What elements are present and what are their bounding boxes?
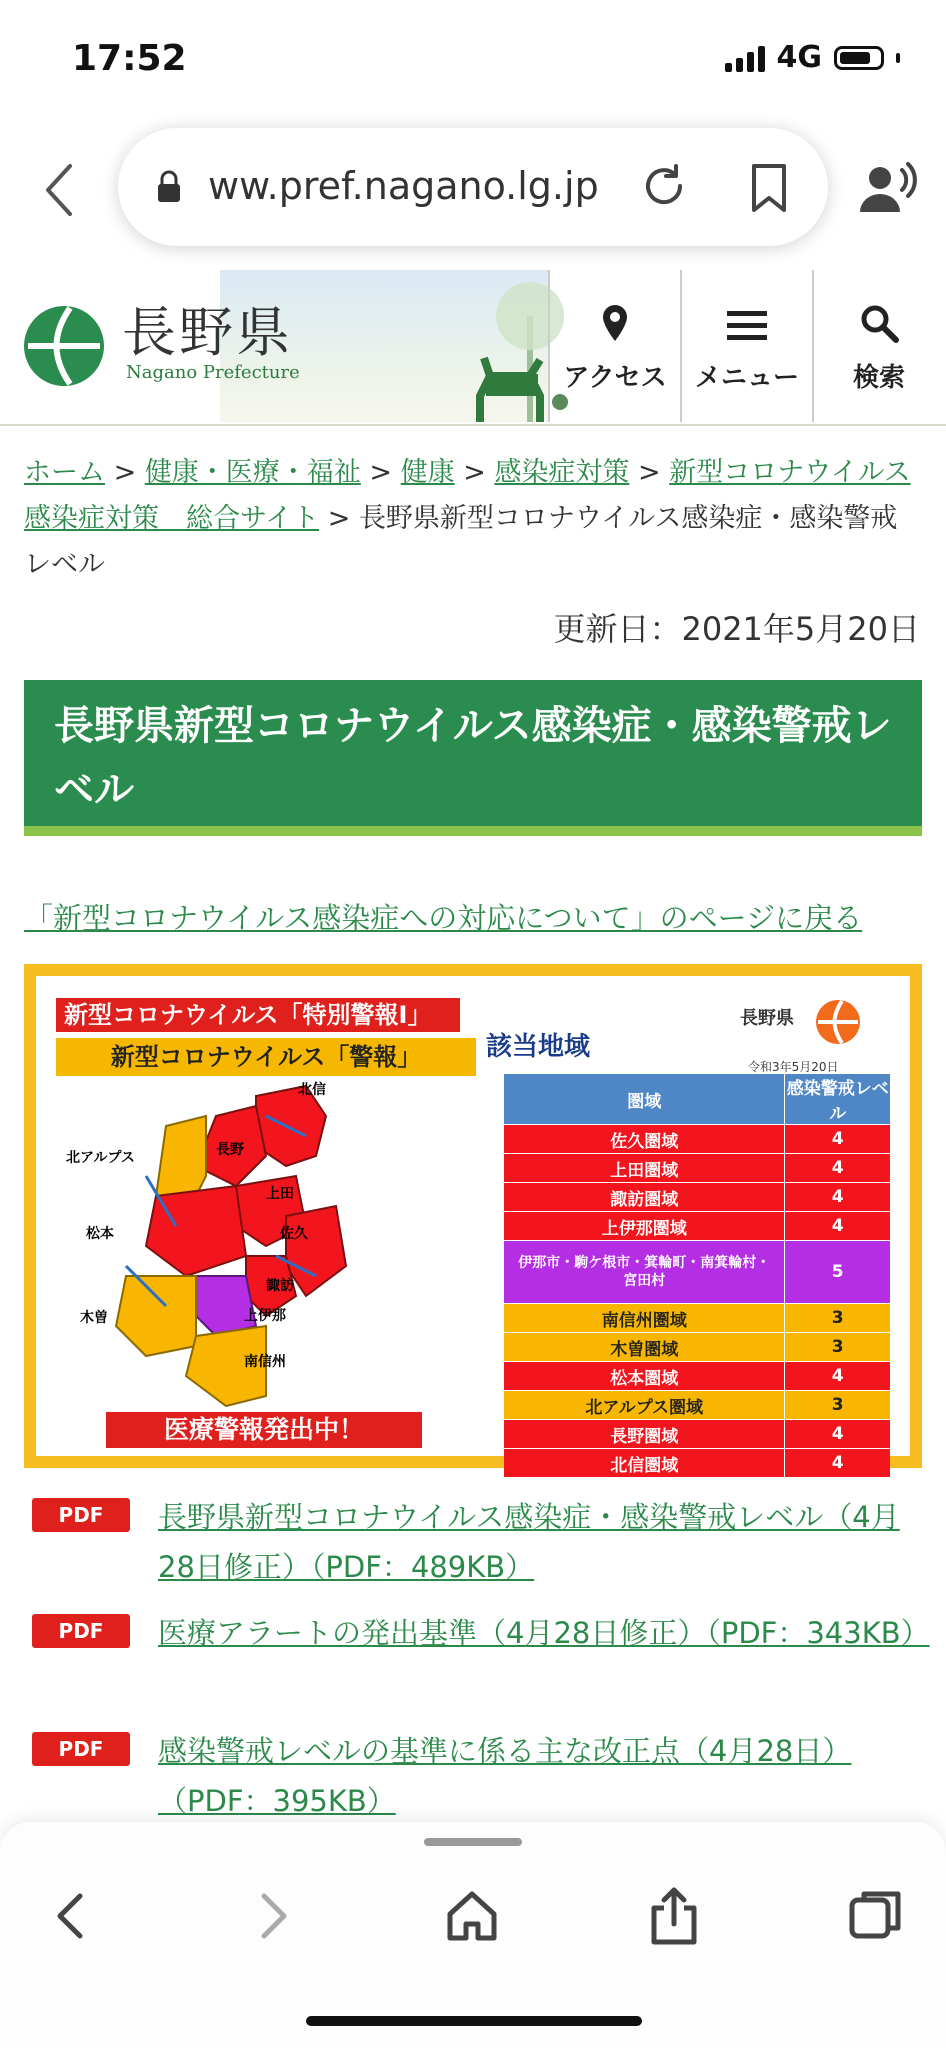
region-cell: 上伊那圏域 — [504, 1212, 785, 1241]
table-row — [504, 1304, 890, 1333]
search-button[interactable] — [812, 270, 944, 422]
table-row — [504, 1125, 890, 1154]
area-title: 該当地域 — [486, 1032, 591, 1062]
map-label-saku: 佐久 — [280, 1226, 308, 1242]
breadcrumb-separator: > — [113, 457, 137, 488]
browser-toolbar — [0, 1822, 946, 2048]
alert-level-infographic[interactable] — [24, 964, 922, 1476]
level-cell: 4 — [785, 1362, 890, 1391]
pref-date: 令和3年5月20日 — [748, 1060, 839, 1074]
access-label: アクセス — [563, 363, 667, 393]
location-pin-icon — [600, 303, 630, 343]
status-indicators — [725, 40, 901, 75]
map-label-ueda: 上田 — [266, 1186, 294, 1202]
map-label-minami-shinshu: 南信州 — [244, 1354, 286, 1370]
region-cell: 佐久圏域 — [504, 1125, 785, 1154]
breadcrumb-covid-site[interactable]: 新型コロナウイルス感染症対策 総合サイト — [24, 457, 911, 534]
logo-text-en: Nagano Prefecture — [126, 362, 300, 383]
breadcrumb-separator: > — [638, 457, 661, 488]
alert-level-table — [504, 1074, 890, 1478]
updated-date: 更新日：2021年5月20日 — [553, 610, 920, 648]
level-cell: 4 — [785, 1420, 890, 1449]
battery-tip — [896, 53, 900, 63]
breadcrumb-current: 長野県新型コロナウイルス感染症・感染警戒レベル — [24, 503, 898, 580]
prefecture-logo-icon[interactable] — [22, 304, 106, 388]
url-text[interactable]: ww.pref.nagano.lg.jp — [208, 164, 599, 208]
region-cell: 諏訪圏域 — [504, 1183, 785, 1212]
table-header-level: 感染警戒レベル — [785, 1074, 890, 1125]
breadcrumb-separator: > — [327, 503, 351, 534]
table-row — [504, 1449, 890, 1478]
hamburger-menu-icon — [727, 309, 767, 343]
breadcrumb-separator: > — [463, 457, 486, 488]
logo-text-jp[interactable]: 長野県 — [122, 301, 293, 364]
breadcrumb — [24, 450, 924, 588]
map-label-kita-alps: 北アルプス — [66, 1150, 135, 1166]
special-alert-label: 新型コロナウイルス「特別警報Ⅰ」 — [56, 998, 460, 1032]
pdf-link-revision-points[interactable]: 感染警戒レベルの基準に係る主な改正点（4月28日）（PDF：395KB） — [158, 1734, 852, 1818]
page-title: 長野県新型コロナウイルス感染症・感染警戒レベル — [54, 703, 892, 813]
map-label-suwa: 諏訪 — [266, 1278, 294, 1294]
alert-label: 新型コロナウイルス「警報」 — [56, 1038, 476, 1076]
share-icon[interactable] — [646, 1886, 702, 1946]
region-cell: 北信圏域 — [504, 1449, 785, 1478]
access-button[interactable] — [548, 270, 680, 422]
region-cell: 上田圏域 — [504, 1154, 785, 1183]
back-to-covid-page-link[interactable]: 「新型コロナウイルス感染症への対応について」のページに戻る — [24, 901, 863, 935]
pdf-link-medical-alert[interactable]: 医療アラートの発出基準（4月28日修正）（PDF：343KB） — [158, 1616, 930, 1650]
table-row — [504, 1241, 890, 1304]
pdf-link-row — [28, 1492, 928, 1592]
region-cell: 木曽圏域 — [504, 1333, 785, 1362]
level-cell: 4 — [785, 1183, 890, 1212]
map-label-kiso: 木曽 — [80, 1310, 108, 1326]
url-bar[interactable] — [118, 128, 828, 246]
breadcrumb-infection-control[interactable]: 感染症対策 — [494, 457, 630, 488]
table-row — [504, 1212, 890, 1241]
home-icon[interactable] — [444, 1886, 500, 1946]
pdf-badge: PDF — [32, 1614, 130, 1648]
prefecture-emblem-icon — [814, 998, 862, 1046]
page-title-banner — [24, 680, 922, 836]
map-label-nagano: 長野 — [216, 1142, 244, 1158]
search-label: 検索 — [852, 363, 905, 393]
pdf-link-row — [28, 1726, 928, 1826]
network-type: 4G — [776, 40, 822, 75]
table-row — [504, 1420, 890, 1449]
reload-icon[interactable] — [638, 160, 690, 212]
level-cell: 3 — [785, 1391, 890, 1420]
pdf-badge: PDF — [32, 1732, 130, 1766]
search-icon — [859, 303, 899, 343]
breadcrumb-health[interactable]: 健康 — [400, 457, 455, 488]
back-icon[interactable] — [44, 1886, 100, 1946]
pref-mark: 長野県 — [740, 1008, 794, 1029]
table-row — [504, 1183, 890, 1212]
tabs-icon[interactable] — [848, 1886, 904, 1946]
bookmark-icon[interactable] — [746, 162, 792, 214]
medical-alert-label: 医療警報発出中！ — [106, 1412, 422, 1448]
level-cell: 3 — [785, 1333, 890, 1362]
breadcrumb-health-welfare[interactable]: 健康・医療・福祉 — [144, 457, 361, 488]
region-cell: 長野圏域 — [504, 1420, 785, 1449]
status-time: 17:52 — [72, 38, 187, 79]
map-label-matsumoto: 松本 — [86, 1226, 114, 1242]
voice-reader-icon[interactable] — [858, 160, 918, 216]
map-label-kamiina: 上伊那 — [244, 1308, 286, 1324]
nagano-region-map — [66, 1076, 396, 1416]
pdf-link-row — [28, 1608, 928, 1708]
site-header — [0, 270, 946, 426]
region-cell: 伊那市・駒ケ根市・箕輪町・南箕輪村・宮田村 — [504, 1241, 785, 1304]
region-cell: 松本圏域 — [504, 1362, 785, 1391]
region-cell: 南信州圏域 — [504, 1304, 785, 1333]
home-indicator — [306, 2016, 642, 2026]
table-row — [504, 1362, 890, 1391]
pdf-link-alert-level[interactable]: 長野県新型コロナウイルス感染症・感染警戒レベル（4月28日修正）（PDF：489KB） — [158, 1500, 900, 1584]
table-header-row — [504, 1074, 890, 1125]
breadcrumb-separator: > — [369, 457, 393, 488]
level-cell: 4 — [785, 1154, 890, 1183]
signal-icon — [725, 44, 765, 72]
toolbar-grabber[interactable] — [424, 1838, 522, 1846]
table-row — [504, 1154, 890, 1183]
menu-label: メニュー — [694, 363, 799, 393]
infographic-body — [36, 976, 910, 1476]
level-cell: 4 — [785, 1212, 890, 1241]
region-cell: 北アルプス圏域 — [504, 1391, 785, 1420]
menu-button[interactable] — [680, 270, 812, 422]
level-cell: 5 — [785, 1241, 890, 1304]
table-row — [504, 1391, 890, 1420]
browser-back-icon[interactable] — [40, 160, 80, 220]
level-cell: 3 — [785, 1304, 890, 1333]
map-label-hokushin: 北信 — [298, 1082, 326, 1098]
lock-icon — [156, 170, 182, 204]
pdf-badge: PDF — [32, 1498, 130, 1532]
table-row — [504, 1333, 890, 1362]
table-header-region: 圏域 — [504, 1074, 785, 1125]
breadcrumb-home[interactable]: ホーム — [24, 457, 105, 488]
level-cell: 4 — [785, 1125, 890, 1154]
forward-icon[interactable] — [244, 1886, 300, 1946]
battery-icon — [834, 46, 884, 70]
level-cell: 4 — [785, 1449, 890, 1478]
